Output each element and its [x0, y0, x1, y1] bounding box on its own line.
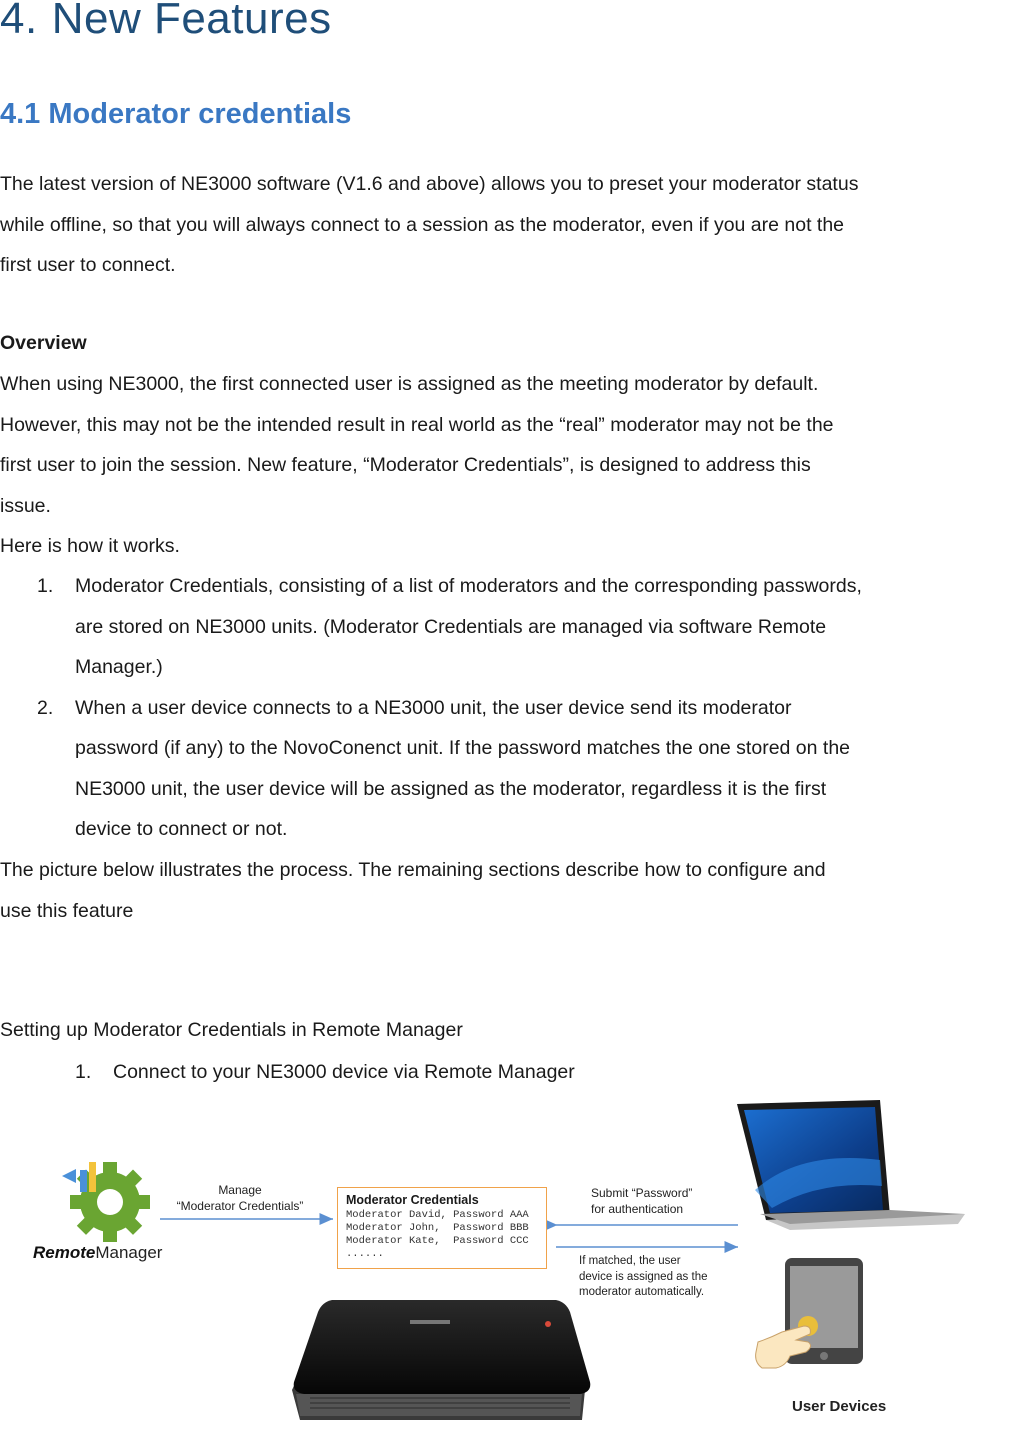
setup-step — [0, 1052, 1009, 1093]
chapter-title: New Features — [51, 0, 332, 43]
step-line: Moderator Credentials, consisting of a list of moderators and the corresponding passwords, — [75, 575, 862, 597]
matched-label-line: moderator automatically. — [579, 1286, 705, 1298]
step-line: When a user device connects to a NE3000 unit, the user device send its moderator — [75, 696, 792, 719]
step-number: 2. — [37, 696, 54, 719]
intro-line: first user to connect. — [0, 254, 176, 276]
remote-manager-rest: Manager — [95, 1243, 163, 1262]
overview-line: When using NE3000, the first connected user is assigned as the meeting moderator by default. — [0, 373, 819, 395]
ne3000-device-image — [292, 1300, 590, 1420]
submit-label-line: Submit “Password” — [591, 1186, 693, 1200]
submit-label — [591, 1185, 692, 1217]
intro-paragraph — [0, 164, 1009, 286]
remote-manager-label — [33, 1243, 162, 1263]
process-diagram — [0, 1090, 1009, 1435]
step-line: device to connect or not. — [75, 818, 288, 840]
overview-paragraph — [0, 364, 1009, 567]
step-line: password (if any) to the NovoConenct unit. If the password matches the one stored on the — [75, 737, 851, 759]
step-line: Manager.) — [75, 656, 163, 678]
user-devices-label: User Devices — [792, 1398, 887, 1415]
outro-line: The picture below illustrates the process. The remaining sections describe how to configure and — [0, 859, 826, 881]
outro-line: use this feature — [0, 899, 134, 922]
overview-line: Here is how it works. — [0, 535, 180, 557]
step-number: 1. — [37, 575, 54, 597]
overview-heading: Overview — [0, 332, 87, 354]
credentials-line: Moderator David, Password AAA — [346, 1209, 529, 1221]
setup-heading: Setting up Moderator Credentials in Remote Manager — [0, 1019, 463, 1041]
intro-line: The latest version of NE3000 software (V1.6 and above) allows you to preset your moderator status — [0, 173, 859, 195]
outro-paragraph — [0, 850, 1009, 931]
credentials-box — [337, 1187, 547, 1269]
step-number: 1. — [75, 1061, 92, 1083]
manage-label-line: Manage — [218, 1183, 262, 1197]
submit-label-line: for authentication — [591, 1202, 684, 1216]
overview-line: However, this may not be the intended result in real world as the “real” moderator may not be the — [0, 413, 834, 436]
laptop-image — [737, 1100, 965, 1230]
chapter-heading — [0, 0, 332, 44]
overview-line: issue. — [0, 494, 51, 517]
credentials-line: Moderator Kate, Password CCC — [346, 1235, 529, 1247]
list-item — [0, 566, 1009, 688]
step-line: are stored on NE3000 units. (Moderator Credentials are managed via software Remote — [75, 615, 827, 638]
setup-step-text: Connect to your NE3000 device via Remote Manager — [113, 1061, 575, 1083]
remote-manager-bold: Remote — [33, 1243, 96, 1262]
credentials-line: Moderator John, Password BBB — [346, 1222, 529, 1234]
matched-label-line: device is assigned as the — [579, 1270, 708, 1283]
overview-line: first user to join the session. New feature, “Moderator Credentials”, is designed to address this — [0, 454, 811, 476]
chapter-number: 4. — [0, 0, 38, 43]
manage-label — [160, 1182, 320, 1214]
list-item — [0, 688, 1009, 850]
section-heading: 4.1 Moderator credentials — [0, 98, 352, 130]
intro-line: while offline, so that you will always connect to a session as the moderator, even if you are not the — [0, 213, 845, 236]
step-line: NE3000 unit, the user device will be assigned as the moderator, regardless it is the first — [75, 777, 827, 800]
credentials-title: Moderator Credentials — [346, 1193, 479, 1207]
matched-label-line: If matched, the user — [579, 1255, 681, 1267]
credentials-line: ...... — [346, 1248, 384, 1260]
step-list — [0, 566, 1009, 850]
matched-label — [579, 1254, 708, 1301]
manage-label-line: “Moderator Credentials” — [176, 1199, 304, 1213]
